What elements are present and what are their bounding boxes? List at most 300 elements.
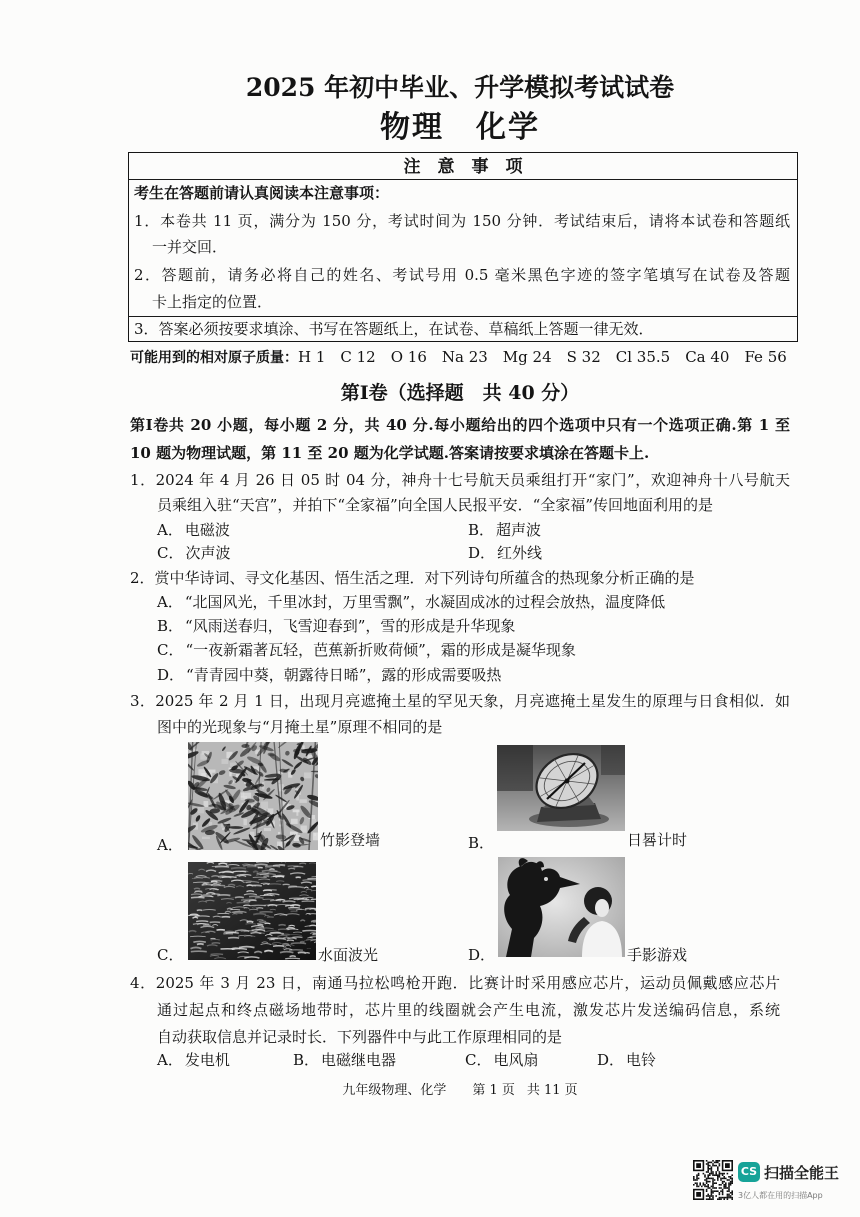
- camscanner-logo-icon: CS: [738, 1162, 760, 1182]
- photo-texture: [696, 1192, 701, 1197]
- photo-texture: [299, 799, 306, 803]
- bamboo-shadow-photo: [188, 742, 318, 850]
- photo-texture: [731, 1179, 733, 1181]
- photo-texture: [696, 1174, 698, 1176]
- question-1-option-b: [468, 520, 541, 540]
- photo-texture: [696, 1186, 698, 1188]
- photo-texture: [727, 1187, 729, 1189]
- photo-texture: [291, 943, 306, 944]
- photo-texture: [719, 1174, 721, 1176]
- photo-texture: [717, 1170, 719, 1172]
- photo-texture: [251, 933, 262, 934]
- photo-texture: [188, 915, 199, 916]
- photo-texture: [720, 1184, 722, 1186]
- photo-texture: [717, 1168, 719, 1170]
- photo-texture: [265, 866, 280, 867]
- question-3-stem-line-1: 3．2025 年 2 月 1 日，出现月亮遮掩土星的罕见天象，月亮遮掩土星发生的原理与日食相似．如: [130, 692, 790, 710]
- notice-item-1-line-1: 1．本卷共 11 页，满分为 150 分，考试时间为 150 分钟．考试结束后，请将本试卷和答题纸: [134, 212, 790, 230]
- photo-texture: [693, 1179, 695, 1181]
- notice-item-2-line-2: 卡上指定的位置．: [152, 293, 273, 311]
- photo-texture: [720, 1178, 722, 1180]
- photo-texture: [723, 1184, 725, 1186]
- question-3-option-b-caption: 日晷计时: [627, 831, 688, 849]
- photo-texture: [707, 1195, 709, 1197]
- photo-texture: [720, 1198, 722, 1200]
- photo-texture: [693, 1184, 695, 1186]
- photo-texture: [730, 1184, 732, 1186]
- photo-texture: [302, 931, 316, 932]
- photo-texture: [243, 819, 246, 825]
- photo-texture: [728, 1197, 730, 1199]
- option-letter: B．: [293, 1051, 320, 1069]
- notice-header-divider: [128, 179, 798, 180]
- photo-texture: [257, 920, 264, 921]
- photo-texture: [712, 1186, 714, 1188]
- photo-texture: [707, 1198, 709, 1200]
- photo-texture: [715, 1160, 717, 1162]
- photo-texture: [699, 1182, 701, 1184]
- photo-texture: [730, 1192, 732, 1194]
- photo-texture: [273, 946, 284, 947]
- photo-texture: [707, 1178, 709, 1180]
- photo-texture: [293, 866, 303, 867]
- photo-texture: [712, 1163, 714, 1165]
- photo-texture: [717, 1160, 719, 1162]
- photo-texture: [706, 1190, 708, 1192]
- question-4-option-d: [597, 1050, 656, 1070]
- photo-texture: [293, 809, 300, 812]
- option-letter: C．: [157, 544, 184, 562]
- photo-texture: [715, 1195, 717, 1197]
- photo-texture: [709, 1195, 711, 1197]
- photo-texture: [711, 1168, 713, 1170]
- photo-texture: [712, 1165, 714, 1167]
- photo-texture: [707, 1174, 709, 1176]
- atomic-masses-label: 可能用到的相对原子质量：: [130, 350, 298, 366]
- photo-texture: [723, 1186, 725, 1188]
- photo-texture: [711, 1171, 713, 1173]
- option-text: “一夜新霜著瓦轻，芭蕉新折败荷倾”，霜的形成是凝华现象: [185, 641, 576, 659]
- photo-texture: [722, 1194, 724, 1196]
- photo-texture: [720, 1190, 722, 1192]
- photo-texture: [722, 1178, 724, 1180]
- photo-texture: [712, 1187, 714, 1189]
- photo-texture: [233, 913, 242, 914]
- question-2-option-d: [157, 665, 501, 685]
- photo-texture: [709, 1174, 711, 1176]
- photo-texture: [261, 802, 268, 810]
- photo-texture: [712, 1182, 714, 1184]
- photo-texture: [706, 1189, 708, 1191]
- photo-texture: [253, 914, 266, 915]
- photo-texture: [719, 1184, 721, 1186]
- section-instructions-line-2: 10 题为物理试题，第 11 至 20 题为化学试题.答案请按要求填涂在答题卡上.: [130, 444, 650, 462]
- option-letter: A．: [157, 1051, 183, 1069]
- notice-item-3-line-1: 3．答案必须按要求填涂、书写在答题纸上，在试卷、草稿纸上答题一律无效．: [134, 320, 654, 338]
- photo-texture: [709, 1162, 711, 1164]
- photo-texture: [196, 921, 208, 922]
- photo-texture: [695, 1179, 697, 1181]
- question-3-option-c-letter: C．: [157, 946, 184, 964]
- photo-texture: [714, 1187, 716, 1189]
- photo-texture: [698, 1173, 700, 1175]
- photo-texture: [711, 1195, 713, 1197]
- photo-texture: [707, 1171, 709, 1173]
- photo-texture: [727, 1194, 729, 1196]
- question-4-option-a: [157, 1050, 230, 1070]
- photo-texture: [701, 1186, 703, 1188]
- photo-texture: [712, 1190, 714, 1192]
- photo-texture: [719, 1160, 721, 1162]
- water-ripple-photo: [188, 862, 316, 960]
- photo-texture: [704, 1186, 706, 1188]
- photo-texture: [222, 759, 229, 764]
- question-1-option-a: [157, 520, 230, 540]
- photo-texture: [714, 1162, 716, 1164]
- photo-texture: [722, 1189, 724, 1191]
- photo-texture: [711, 1170, 713, 1172]
- photo-texture: [712, 1197, 714, 1199]
- photo-texture: [696, 1184, 698, 1186]
- photo-texture: [706, 1163, 708, 1165]
- notice-intro: 考生在答题前请认真阅读本注意事项：: [134, 184, 390, 202]
- photo-texture: [707, 1176, 709, 1178]
- photo-texture: [706, 1178, 708, 1180]
- photo-texture: [715, 1162, 717, 1164]
- question-4-stem-line-3: 自动获取信息并记录时长．下列器件中与此工作原理相同的是: [157, 1028, 563, 1046]
- photo-texture: [712, 1173, 714, 1175]
- footer-page-number: 第 1 页: [472, 1083, 515, 1098]
- photo-texture: [305, 908, 316, 909]
- photo-texture: [719, 1194, 721, 1196]
- hand-shadow-photo: [498, 857, 625, 957]
- photo-texture: [709, 1168, 711, 1170]
- photo-texture: [289, 909, 302, 910]
- photo-texture: [704, 1176, 706, 1178]
- photo-texture: [715, 1174, 717, 1176]
- photo-texture: [283, 901, 296, 902]
- photo-texture: [693, 1176, 695, 1178]
- photo-texture: [731, 1190, 733, 1192]
- photo-texture: [714, 1190, 716, 1192]
- photo-texture: [728, 1182, 730, 1184]
- photo-texture: [709, 1181, 711, 1183]
- photo-texture: [287, 940, 294, 941]
- exam-title: 2025 年初中毕业、升学模拟考试试卷: [245, 73, 675, 102]
- photo-texture: [698, 1178, 700, 1180]
- option-text: “青青园中葵，朝露待日晞”，露的形成需要吸热: [186, 666, 502, 684]
- question-4-option-b: [293, 1050, 396, 1070]
- photo-texture: [711, 1189, 713, 1191]
- photo-texture: [211, 881, 217, 882]
- photo-texture: [717, 1179, 719, 1181]
- photo-texture: [707, 1181, 709, 1183]
- option-text: “风雨送春归，飞雪迎春到”，雪的形成是升华现象: [185, 617, 516, 635]
- photo-texture: [717, 1174, 719, 1176]
- photo-texture: [711, 1198, 713, 1200]
- photo-texture: [707, 1162, 709, 1164]
- photo-texture: [310, 936, 316, 937]
- photo-texture: [707, 1184, 709, 1186]
- photo-texture: [695, 1182, 697, 1184]
- photo-texture: [711, 1166, 713, 1168]
- option-letter: C．: [465, 1051, 492, 1069]
- photo-texture: [209, 822, 212, 825]
- photo-texture: [723, 1198, 725, 1200]
- question-4-stem-line-1: 4．2025 年 3 月 23 日，南通马拉松鸣枪开跑．比赛计时采用感应芯片，运动员佩戴感应芯片: [130, 974, 780, 992]
- photo-texture: [712, 1178, 714, 1180]
- photo-texture: [706, 1198, 708, 1200]
- photo-texture: [288, 868, 295, 869]
- photo-texture: [720, 1179, 722, 1181]
- photo-texture: [730, 1182, 732, 1184]
- option-text: 红外线: [497, 544, 543, 562]
- photo-texture: [712, 1171, 714, 1173]
- photo-texture: [696, 1178, 698, 1180]
- photo-texture: [715, 1173, 717, 1175]
- photo-texture: [706, 1182, 708, 1184]
- photo-texture: [707, 1168, 709, 1170]
- photo-texture: [711, 1186, 713, 1188]
- photo-texture: [712, 1179, 714, 1181]
- photo-texture: [714, 1182, 716, 1184]
- photo-texture: [719, 1176, 721, 1178]
- option-text: 电风扇: [493, 1051, 539, 1069]
- photo-texture: [711, 1162, 713, 1164]
- question-2-option-c: [157, 640, 576, 660]
- question-1-stem-line-1: 1．2024 年 4 月 26 日 05 时 04 分，神舟十七号航天员乘组打开“家门”，欢迎神舟十八号航天: [130, 471, 790, 489]
- photo-texture: [698, 1186, 700, 1188]
- photo-texture: [282, 944, 289, 945]
- photo-texture: [715, 1165, 717, 1167]
- question-3-option-d-caption: 手影游戏: [627, 946, 688, 964]
- question-1-stem-line-2: 员乘组入驻“天宫”，并拍下“全家福”向全国人民报平安．“全家福”传回地面利用的是: [157, 496, 714, 514]
- photo-texture: [711, 1178, 713, 1180]
- photo-texture: [720, 1187, 722, 1189]
- photo-texture: [243, 905, 250, 906]
- photo-texture: [717, 1162, 719, 1164]
- photo-texture: [706, 1171, 708, 1173]
- photo-texture: [707, 1166, 709, 1168]
- photo-texture: [709, 1165, 711, 1167]
- photo-texture: [202, 884, 213, 885]
- photo-texture: [704, 1179, 706, 1181]
- photo-texture: [264, 828, 271, 831]
- photo-texture: [722, 1181, 724, 1183]
- option-letter: B．: [468, 521, 495, 539]
- photo-texture: [704, 1184, 706, 1186]
- photo-texture: [714, 1165, 716, 1167]
- photo-texture: [278, 832, 280, 835]
- photo-texture: [712, 1192, 714, 1194]
- option-letter: D．: [597, 1051, 625, 1069]
- question-2-option-a: [157, 592, 665, 612]
- question-3-option-d-letter: D．: [468, 946, 496, 964]
- photo-texture: [731, 1182, 733, 1184]
- photo-texture: [212, 943, 221, 944]
- photo-texture: [731, 1181, 733, 1183]
- photo-texture: [731, 1197, 733, 1199]
- photo-texture: [706, 1181, 708, 1183]
- question-3-option-a-letter: A．: [157, 836, 183, 854]
- photo-texture: [717, 1176, 719, 1178]
- photo-texture: [715, 1187, 717, 1189]
- photo-texture: [290, 956, 296, 957]
- photo-texture: [722, 1174, 724, 1176]
- photo-texture: [195, 891, 202, 892]
- photo-texture: [727, 1197, 729, 1199]
- photo-texture: [730, 1195, 732, 1197]
- photo-texture: [725, 1197, 727, 1199]
- photo-texture: [269, 939, 274, 940]
- photo-texture: [723, 1178, 725, 1180]
- photo-texture: [725, 1178, 727, 1180]
- photo-texture: [232, 949, 247, 950]
- photo-texture: [731, 1192, 733, 1194]
- photo-texture: [717, 1166, 719, 1168]
- photo-texture: [711, 1173, 713, 1175]
- photo-texture: [723, 1176, 725, 1178]
- option-text: 电磁继电器: [321, 1051, 397, 1069]
- notice-item-1-line-2: 一并交回．: [152, 238, 228, 256]
- photo-texture: [298, 952, 306, 953]
- photo-texture: [731, 1194, 733, 1196]
- option-text: “北国风光，千里冰封，万里雪飘”，水凝固成冰的过程会放热，温度降低: [184, 593, 666, 611]
- photo-texture: [197, 910, 203, 911]
- photo-texture: [725, 1187, 727, 1189]
- question-1-option-c: [157, 543, 231, 563]
- photo-texture: [304, 772, 311, 778]
- question-4-option-c: [465, 1050, 539, 1070]
- photo-texture: [722, 1197, 724, 1199]
- photo-texture: [247, 921, 254, 922]
- photo-texture: [709, 1173, 711, 1175]
- photo-texture: [711, 1194, 713, 1196]
- photo-texture: [730, 1197, 732, 1199]
- photo-texture: [728, 1190, 730, 1192]
- photo-texture: [727, 1190, 729, 1192]
- photo-texture: [719, 1198, 721, 1200]
- photo-texture: [717, 1198, 719, 1200]
- photo-texture: [707, 1163, 709, 1165]
- option-letter: C．: [157, 641, 184, 659]
- photo-texture: [719, 1163, 721, 1165]
- photo-texture: [197, 944, 204, 945]
- photo-texture: [728, 1184, 730, 1186]
- photo-texture: [302, 880, 316, 881]
- photo-texture: [707, 1186, 709, 1188]
- photo-texture: [712, 1174, 714, 1176]
- photo-texture: [193, 941, 205, 942]
- photo-texture: [696, 1179, 698, 1181]
- photo-texture: [706, 1160, 708, 1162]
- option-text: 超声波: [496, 521, 542, 539]
- photo-texture: [263, 890, 272, 891]
- photo-texture: [712, 1195, 714, 1197]
- photo-texture: [720, 1197, 722, 1199]
- photo-texture: [727, 1195, 729, 1197]
- photo-texture: [252, 885, 262, 886]
- photo-texture: [191, 951, 207, 952]
- option-letter: D．: [468, 544, 496, 562]
- photo-texture: [288, 907, 300, 908]
- photo-texture: [300, 942, 304, 943]
- photo-texture: [727, 1173, 729, 1175]
- photo-texture: [198, 806, 204, 813]
- photo-texture: [279, 925, 286, 926]
- photo-texture: [299, 863, 306, 864]
- photo-texture: [290, 832, 298, 835]
- photo-texture: [715, 1171, 717, 1173]
- photo-texture: [707, 1165, 709, 1167]
- photo-texture: [202, 837, 210, 839]
- photo-texture: [256, 908, 263, 909]
- photo-texture: [217, 895, 230, 896]
- photo-texture: [725, 1163, 730, 1168]
- photo-texture: [728, 1179, 730, 1181]
- photo-texture: [285, 958, 300, 959]
- photo-texture: [288, 887, 304, 888]
- question-1-option-d: [468, 543, 542, 563]
- photo-texture: [719, 1171, 721, 1173]
- photo-texture: [707, 1187, 709, 1189]
- photo-texture: [703, 1182, 705, 1184]
- photo-texture: [711, 1190, 713, 1192]
- photo-texture: [707, 1194, 709, 1196]
- option-text: 电铃: [626, 1051, 657, 1069]
- atomic-masses: [130, 347, 787, 367]
- sundial-photo: [497, 745, 625, 831]
- option-letter: B．: [157, 617, 184, 635]
- option-letter: A．: [157, 593, 183, 611]
- photo-texture: [709, 1197, 711, 1199]
- photo-texture: [709, 1178, 711, 1180]
- section-instructions-line-1: 第Ⅰ卷共 20 小题，每小题 2 分，共 40 分.每小题给出的四个选项中只有一个选项正确.第 1 至: [130, 416, 790, 434]
- question-2-option-b: [157, 616, 515, 636]
- photo-texture: [728, 1176, 730, 1178]
- photo-texture: [255, 898, 264, 899]
- question-2-stem-line-1: 2．赏中华诗词、寻文化基因、悟生活之理．对下列诗句所蕴含的热现象分析正确的是: [130, 569, 695, 587]
- photo-texture: [698, 1174, 700, 1176]
- photo-texture: [717, 1190, 719, 1192]
- photo-texture: [239, 947, 255, 948]
- photo-texture: [714, 1174, 716, 1176]
- section-title: 第Ⅰ卷（选择题 共 40 分）: [340, 382, 580, 404]
- photo-texture: [706, 1195, 708, 1197]
- photo-texture: [722, 1182, 724, 1184]
- footer-subject: 九年级物理、化学: [342, 1083, 447, 1098]
- photo-texture: [707, 1170, 709, 1172]
- photo-texture: [314, 833, 316, 836]
- notice-heading: 注 意 事 项: [403, 157, 523, 177]
- photo-texture: [696, 1182, 698, 1184]
- photo-texture: [269, 933, 284, 934]
- option-letter: D．: [157, 666, 185, 684]
- photo-texture: [233, 871, 247, 872]
- photo-texture: [714, 1179, 716, 1181]
- photo-texture: [703, 1184, 705, 1186]
- photo-texture: [728, 1186, 730, 1188]
- exam-subject: 物理 化学: [380, 110, 540, 145]
- notice-box: [128, 152, 798, 342]
- photo-texture: [723, 1173, 725, 1175]
- photo-texture: [241, 899, 256, 900]
- photo-texture: [706, 1179, 708, 1181]
- photo-texture: [727, 1179, 729, 1181]
- photo-texture: [727, 1198, 729, 1200]
- footer-page-total: 共 11 页: [526, 1083, 578, 1098]
- scanner-brand: 扫描全能王: [764, 1164, 840, 1182]
